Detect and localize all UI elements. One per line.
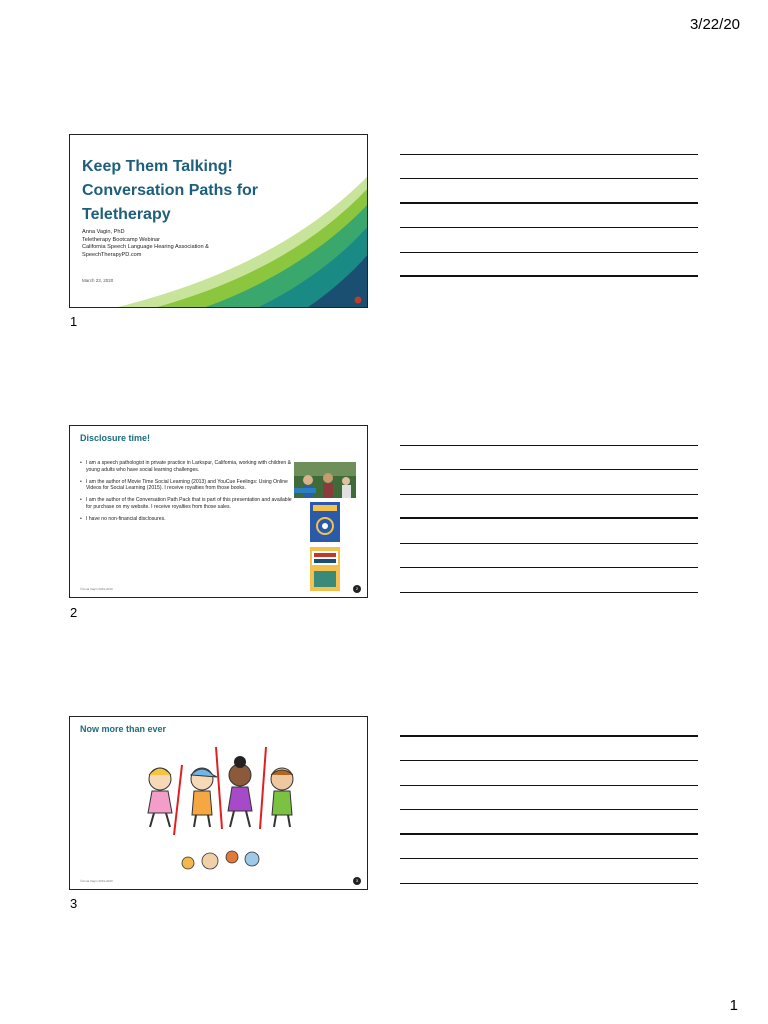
subtitle-line: SpeechTherapyPD.com: [82, 251, 142, 258]
note-line: [400, 495, 698, 520]
note-line: [400, 179, 698, 204]
list-item: • I am the author of Movie Time Social Learning (2013) and YouCue Feelings: Using Online Videos for Social Learning (2015). I receive royalties from those books.: [80, 479, 292, 493]
note-line: [400, 835, 698, 860]
note-line: [400, 228, 698, 253]
subtitle-line: California Speech Language Hearing Association &: [82, 244, 209, 251]
header-date: 3/22/20: [689, 16, 740, 33]
classroom-photo: [294, 462, 356, 498]
note-line: [400, 859, 698, 884]
note-line: [400, 810, 698, 835]
slide-1-thumbnail: [69, 134, 368, 308]
list-item: • I am the author of the Conversation Path Pack that is part of this presentation and available for purchase on my website. I receive royalties from those sales.: [80, 497, 292, 511]
movie-time-book-cover: [310, 547, 340, 591]
slide-number: 3: [70, 896, 78, 911]
note-line: [400, 470, 698, 495]
title-line: Keep Them Talking!: [82, 158, 233, 175]
note-line: [400, 421, 698, 446]
note-line: [400, 446, 698, 471]
note-line: [400, 155, 698, 180]
list-item: • I have no non-financial disclosures.: [80, 516, 292, 523]
kids-illustration: [70, 717, 368, 890]
slide-2-thumbnail: [69, 425, 368, 598]
note-line: [400, 544, 698, 569]
subtitle-line: Anna Vagin, PhD: [82, 229, 125, 235]
note-line: [400, 761, 698, 786]
slide-3-thumbnail: [69, 716, 368, 890]
title-line: Conversation Paths for: [82, 182, 259, 199]
slide-1-date: March 23, 2020: [82, 278, 114, 283]
slide-1-title: [82, 155, 302, 227]
slide-3-title: Now more than ever: [80, 724, 167, 734]
note-line: [400, 737, 698, 762]
slide-1-subtitle: [82, 229, 209, 259]
note-line: [400, 130, 698, 155]
note-line: [400, 568, 698, 593]
subtitle-line: Teletherapy Bootcamp Webinar: [82, 236, 160, 243]
note-line: [400, 253, 698, 278]
slide-2-title: Disclosure time!: [80, 433, 151, 443]
notes-lines: [400, 130, 698, 277]
note-line: [400, 204, 698, 229]
slide-badge: 3: [353, 877, 361, 885]
disclosure-list: [80, 460, 292, 528]
feelings-book-cover: [310, 502, 340, 542]
slide-badge: 2: [353, 585, 361, 593]
page-number: 1: [729, 997, 738, 1014]
slide-number: 2: [70, 605, 78, 620]
slide-number: 1: [70, 314, 78, 329]
note-line: [400, 786, 698, 811]
title-line: Teletherapy: [82, 206, 171, 223]
notes-lines: [400, 712, 698, 884]
note-line: [400, 712, 698, 737]
slide-footer: ©Anna Vagin 2019-2020: [80, 879, 113, 883]
slide-footer: ©Anna Vagin 2019-2020: [80, 587, 113, 591]
list-item: • I am a speech pathologist in private practice in Larkspur, California, working with children & young adults who have social learning challenges.: [80, 460, 292, 474]
notes-lines: [400, 421, 698, 593]
note-line: [400, 519, 698, 544]
